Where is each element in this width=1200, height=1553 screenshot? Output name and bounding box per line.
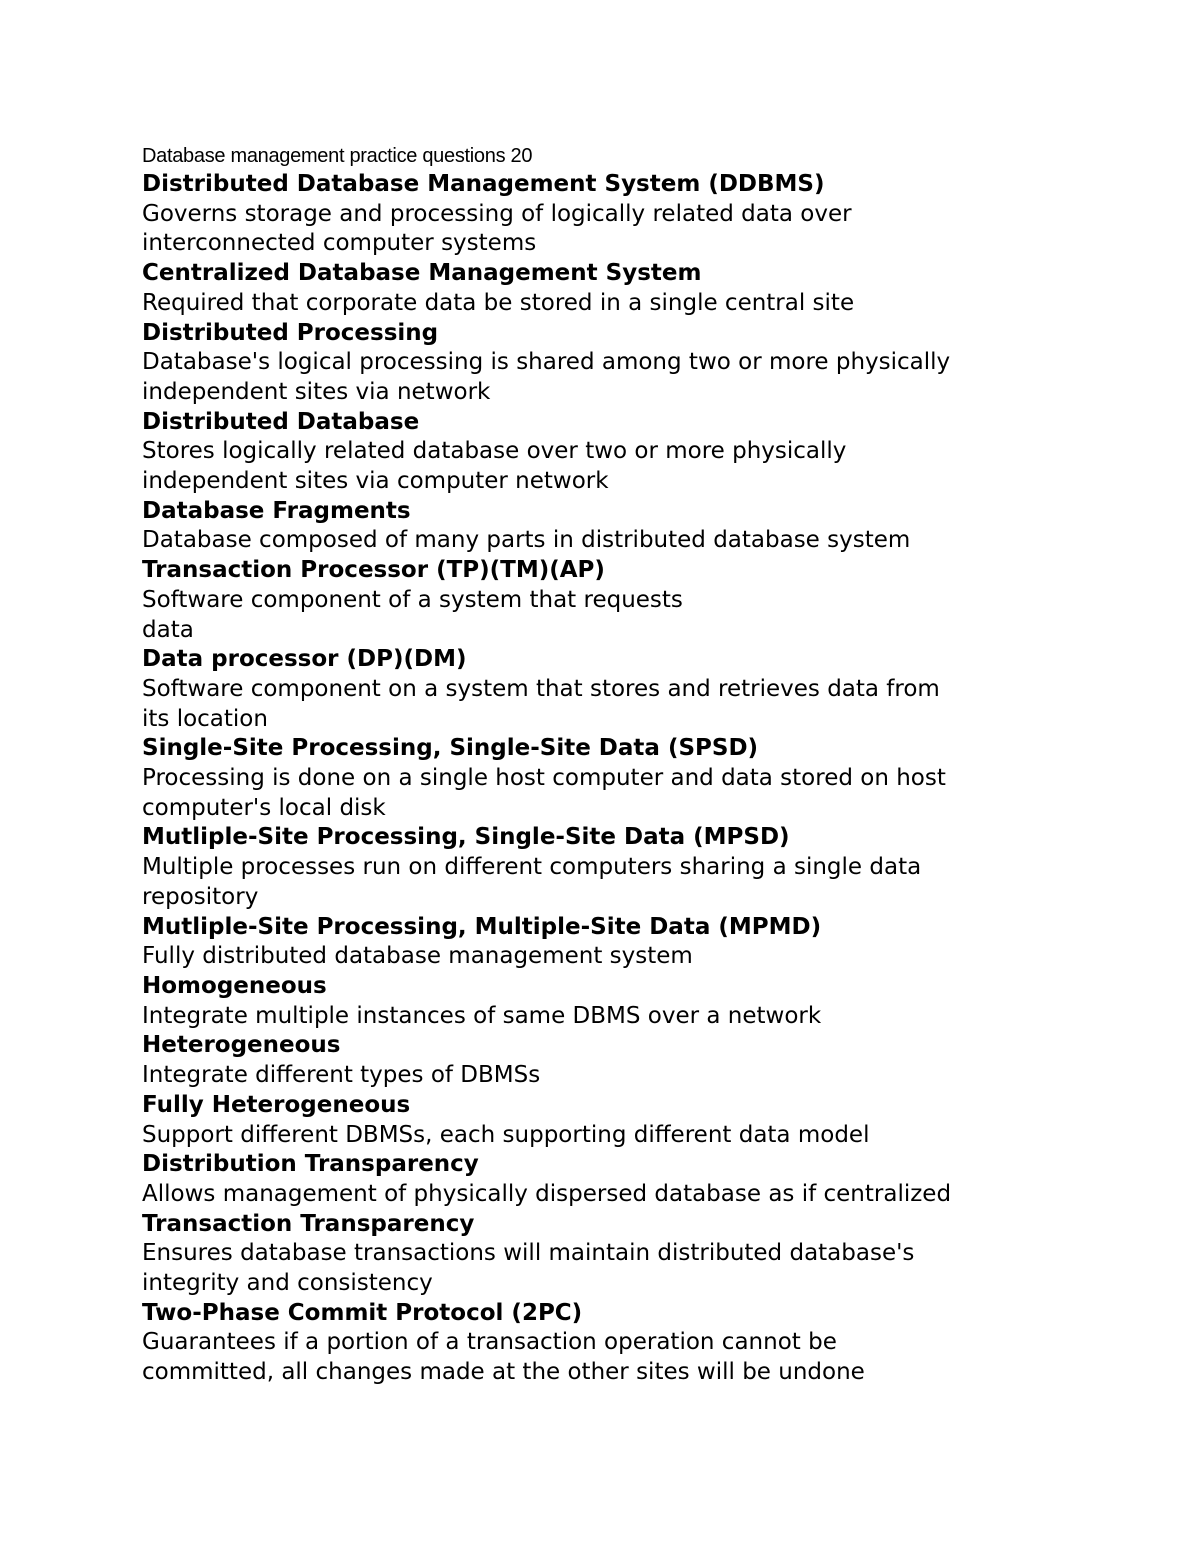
term-heading: Database Fragments (142, 497, 411, 524)
definition-line: Support different DBMSs, each supporting different data model (142, 1121, 870, 1148)
list-item (142, 823, 1062, 912)
definition-line: repository (142, 883, 259, 910)
term-heading: Homogeneous (142, 972, 327, 999)
term-heading: Two-Phase Commit Protocol (2PC) (142, 1299, 583, 1326)
definition-line: interconnected computer systems (142, 230, 537, 257)
definition-line: Ensures database transactions will maintain distributed database's (142, 1240, 915, 1267)
list-item (142, 972, 1062, 1031)
definition-line: Fully distributed database management system (142, 943, 693, 970)
term-heading: Distributed Processing (142, 319, 439, 346)
definition-line: Integrate different types of DBMSs (142, 1062, 541, 1089)
list-item (142, 913, 1062, 972)
definition-line: committed, all changes made at the other sites will be undone (142, 1359, 865, 1386)
document-content (142, 142, 1062, 1388)
definition-line: data (142, 616, 194, 643)
list-item (142, 170, 1062, 259)
list-item (142, 556, 1062, 645)
definition-line: Integrate multiple instances of same DBMS over a network (142, 1002, 822, 1029)
list-item (142, 408, 1062, 497)
term-heading: Data processor (DP)(DM) (142, 646, 467, 673)
term-heading: Mutliple-Site Processing, Single-Site Data (MPSD) (142, 824, 790, 851)
term-heading: Heterogeneous (142, 1032, 341, 1059)
definition-line: Database's logical processing is shared among two or more physically (142, 349, 951, 376)
definition-line: computer's local disk (142, 794, 386, 821)
definition-line: Multiple processes run on different computers sharing a single data (142, 854, 922, 881)
entry-list (142, 170, 1062, 1388)
definition-line: Software component of a system that requests (142, 586, 683, 613)
term-heading: Transaction Processor (TP)(TM)(AP) (142, 557, 605, 584)
definition-line: integrity and consistency (142, 1270, 433, 1297)
term-heading: Distribution Transparency (142, 1151, 479, 1178)
definition-line: Software component on a system that stores and retrieves data from (142, 675, 940, 702)
list-item (142, 319, 1062, 408)
definition-line: Required that corporate data be stored in a single central site (142, 289, 855, 316)
list-item (142, 1299, 1062, 1388)
definition-line: its location (142, 705, 268, 732)
list-item (142, 1210, 1062, 1299)
definition-line: Governs storage and processing of logically related data over (142, 200, 852, 227)
term-heading: Fully Heterogeneous (142, 1091, 411, 1118)
term-heading: Single-Site Processing, Single-Site Data (SPSD) (142, 735, 759, 762)
definition-line: independent sites via network (142, 378, 491, 405)
definition-line: Database composed of many parts in distributed database system (142, 527, 911, 554)
definition-line: Stores logically related database over two or more physically (142, 438, 847, 465)
term-heading: Distributed Database Management System (DDBMS) (142, 171, 825, 197)
definition-line: Allows management of physically dispersed database as if centralized (142, 1180, 952, 1207)
list-item (142, 1091, 1062, 1150)
term-heading: Mutliple-Site Processing, Multiple-Site Data (MPMD) (142, 913, 822, 940)
list-item (142, 734, 1062, 823)
definition-line: independent sites via computer network (142, 468, 609, 495)
list-item (142, 259, 1062, 318)
list-item (142, 497, 1062, 556)
list-item (142, 1150, 1062, 1209)
term-heading: Distributed Database (142, 408, 420, 435)
definition-line: Processing is done on a single host computer and data stored on host (142, 765, 946, 792)
list-item (142, 645, 1062, 734)
term-heading: Centralized Database Management System (142, 260, 702, 287)
document-title: Database management practice questions 20 (142, 145, 533, 167)
list-item (142, 1031, 1062, 1090)
term-heading: Transaction Transparency (142, 1210, 475, 1237)
definition-line: Guarantees if a portion of a transaction operation cannot be (142, 1329, 837, 1356)
